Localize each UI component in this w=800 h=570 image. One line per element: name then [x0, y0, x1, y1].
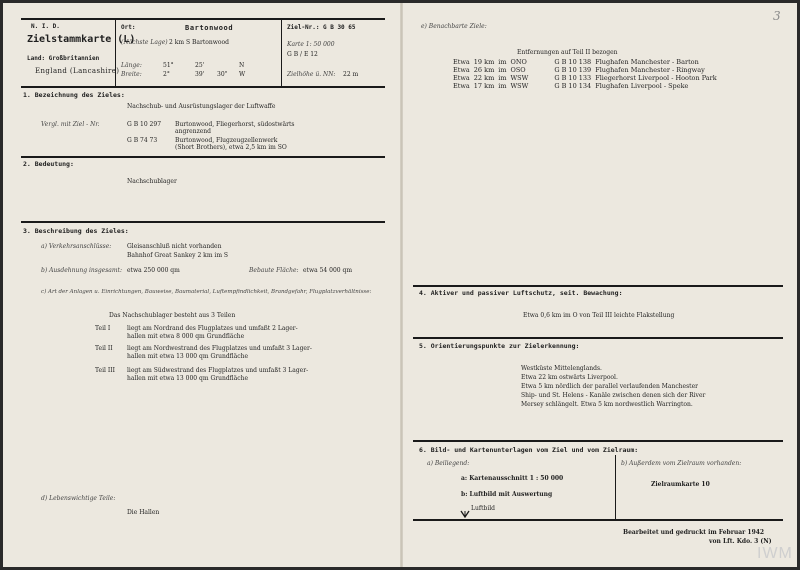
teil3-line1: liegt am Südwestrand des Flugplatzes und umfaßt 3 Lager-: [127, 367, 309, 374]
dist-im: im: [498, 74, 507, 82]
sec4-top-rule: [413, 285, 783, 287]
dist-header: Entfernungen auf Teil II bezogen: [517, 49, 618, 56]
sec2-title: 2. Bedeutung:: [23, 160, 74, 168]
teil2-name: Teil II: [95, 345, 113, 352]
sec4-title: 4. Aktiver und passiver Luftschutz, seit. Bewachung:: [419, 289, 623, 297]
header-bottom-rule: [21, 86, 385, 88]
land-value: England (Lancashire): [35, 67, 120, 75]
dist-etwa: Etwa: [453, 74, 470, 82]
dist-km: 26 km: [473, 66, 495, 74]
dist-code: G B 10 133: [554, 74, 592, 82]
page-fold: [400, 3, 403, 567]
laenge-min: 25': [195, 62, 205, 69]
sec6-title: 6. Bild- und Kartenunterlagen vom Ziel und vom Zielraum:: [419, 446, 639, 454]
sec3c-label: c) Art der Anlagen u. Einrichtungen, Bauweise, Baumaterial, Luftempfindlichkeit, Brandgefahr, Flugplatzverhältnisse:: [41, 289, 372, 295]
teil1-line1: liegt am Nordrand des Flugplatzes und umfaßt 2 Lager-: [127, 325, 298, 332]
teil3-name: Teil III: [95, 367, 115, 374]
distance-row: [453, 58, 721, 66]
sec4-bottom-rule: [413, 337, 783, 339]
dist-etwa: Etwa: [453, 82, 470, 90]
dist-text: Flughafen Manchester - Barton: [595, 58, 699, 66]
iwm-watermark: IWM: [757, 545, 793, 562]
teil1-line2: hallen mit etwa 8 000 qm Grundfläche: [127, 333, 245, 340]
aerial-photo-icon: [460, 503, 470, 511]
ref1-text1: Burtonwood, Fliegerhorst, südostwärts: [175, 121, 295, 128]
ref2-text1: Burtonwood, Flugzeugzellenwerk: [175, 137, 278, 144]
sec3a-label: a) Verkehrsanschlüsse:: [41, 243, 112, 250]
sec2-rule: [21, 221, 385, 223]
nid-label: N. I. D.: [31, 23, 60, 30]
distances-table: [453, 58, 721, 90]
dist-etwa: Etwa: [453, 66, 470, 74]
sec5-line-5: Mersey schlängelt. Etwa 5 km nordwestlich Warrington.: [521, 401, 693, 408]
teil2-line2: hallen mit etwa 13 000 qm Grundfläche: [127, 353, 249, 360]
distance-row: [453, 74, 721, 82]
dist-im: im: [498, 58, 507, 66]
dist-dir: OSO: [510, 66, 526, 74]
sec3d-label: d) Lebenswichtige Teile:: [41, 495, 116, 502]
teil3-line2: hallen mit etwa 13 000 qm Grundfläche: [127, 375, 249, 382]
breite-min: 39': [195, 71, 205, 78]
header-divider-1: [115, 18, 116, 86]
footer-line-1: Bearbeitet und gedruckt im Februar 1942: [623, 529, 765, 536]
sec3d-value: Die Hallen: [127, 509, 160, 516]
sec6-a-item-2: b: Luftbild mit Auswertung: [461, 491, 553, 498]
corner-page-mark: 3: [773, 9, 781, 23]
ref1-text2: angrenzend: [175, 128, 211, 135]
vergl-label: Vergl. mit Ziel - Nr.: [41, 121, 100, 128]
sec6-a-label: a) Beiliegend:: [427, 460, 470, 467]
breite-sec: 30": [217, 71, 228, 78]
sec5-line-3: Etwa 5 km nördlich der parallel verlaufenden Manchester: [521, 383, 699, 390]
sec3b2-label: Bebaute Fläche:: [249, 267, 299, 274]
sec1-line: Nachschub- und Ausrüstungslager der Luftwaffe: [127, 103, 276, 110]
dist-code: G B 10 134: [554, 82, 592, 90]
naechste-label: (Nächste Lage): [121, 39, 168, 46]
dist-etwa: Etwa: [453, 58, 470, 66]
land-label: Land: Großbritannien: [27, 55, 100, 62]
sec5-bottom-rule: [413, 440, 783, 442]
sec3c-intro: Das Nachschublager besteht aus 3 Teilen: [109, 312, 236, 319]
karte-value: G B / E 12: [287, 51, 318, 58]
laenge-label: Länge:: [121, 62, 142, 69]
breite-dir: W: [239, 71, 246, 78]
sec3b-value: etwa 250 000 qm: [127, 267, 180, 274]
dist-code: G B 10 139: [554, 66, 592, 74]
sec5-line-1: Westküste Mittelenglands.: [521, 365, 602, 372]
sec1-title: 1. Bezeichnung des Zieles:: [23, 91, 125, 99]
sec5-line-2: Etwa 22 km ostwärts Liverpool.: [521, 374, 618, 381]
breite-deg: 2°: [163, 71, 170, 78]
sec6-b-label: b) Außerdem vom Zielraum vorhanden:: [621, 460, 742, 467]
teil1-name: Teil I: [95, 325, 111, 332]
dist-dir: WSW: [510, 82, 529, 90]
dist-im: im: [498, 82, 507, 90]
sec3a-line1: Gleisanschluß nicht vorhanden: [127, 243, 222, 250]
header-divider-2: [281, 18, 282, 86]
sec3-title: 3. Beschreibung des Zieles:: [23, 227, 129, 235]
zielhoehe-label: Zielhöhe ü. NN:: [287, 71, 336, 78]
dist-code: G B 10 138: [554, 58, 592, 66]
sec3b2-value: etwa 54 000 qm: [303, 267, 353, 274]
breite-label: Breite:: [121, 71, 142, 78]
ziel-label: Ziel-Nr.:: [287, 24, 320, 31]
sec6-a-item-3: Luftbild: [471, 505, 495, 512]
dist-text: Fliegerhorst Liverpool - Hooton Park: [595, 74, 717, 82]
footer-line-2: von Lft. Kdo. 3 (N): [709, 538, 772, 545]
target-card-sheet: [3, 3, 797, 567]
e-label: e) Benachbarte Ziele:: [421, 23, 487, 30]
header-top-rule: [21, 18, 385, 20]
sec6-a-item-1: a: Kartenausschnitt 1 : 50 000: [461, 475, 564, 482]
card-title: Zielstammkarte (L): [27, 34, 136, 45]
dist-im: im: [498, 66, 507, 74]
dist-km: 22 km: [473, 74, 495, 82]
sec6-divider: [615, 455, 616, 519]
sec5-title: 5. Orientierungspunkte zur Zielerkennung:: [419, 342, 580, 350]
sec5-line-4: Ship- und St. Helens - Kanäle zwischen denen sich der River: [521, 392, 706, 399]
sec3a-line2: Bahnhof Great Sankey 2 km im S: [127, 252, 229, 259]
dist-km: 19 km: [473, 58, 495, 66]
teil2-line1: liegt am Nordwestrand des Flugplatzes und umfaßt 3 Lager-: [127, 345, 312, 352]
ref2-text2: (Short Brothers), etwa 2,5 km im SO: [175, 144, 287, 151]
laenge-dir: N: [239, 62, 245, 69]
sec2-line: Nachschublager: [127, 178, 177, 185]
laenge-deg: 51°: [163, 62, 174, 69]
dist-dir: WSW: [510, 74, 529, 82]
zielhoehe-value: 22 m: [343, 71, 359, 78]
dist-km: 17 km: [473, 82, 495, 90]
dist-text: Flughafen Manchester - Ringway: [595, 66, 705, 74]
naechste-value: 2 km S Bartonwood: [169, 39, 229, 46]
sec3b-label: b) Ausdehnung insgesamt:: [41, 267, 122, 274]
dist-dir: ONO: [510, 58, 527, 66]
ort-value: Bartonwood: [185, 24, 234, 32]
ref2-code: G B 74 73: [127, 137, 158, 144]
sec1-rule: [21, 156, 385, 158]
distance-row: [453, 82, 721, 90]
sec4-line: Etwa 0,6 km im O von Teil III leichte Flakstellung: [523, 312, 675, 319]
dist-text: Flughafen Liverpool - Speke: [595, 82, 689, 90]
ziel-value: G B 30 65: [323, 24, 356, 31]
ort-label: Ort:: [121, 24, 136, 31]
ref1-code: G B 10 297: [127, 121, 162, 128]
sec6-b-value: Zielraumkarte 10: [651, 481, 710, 488]
distance-row: [453, 66, 721, 74]
sec6-bottom-rule: [413, 519, 783, 521]
karte-label: Karte 1: 50 000: [287, 41, 335, 48]
